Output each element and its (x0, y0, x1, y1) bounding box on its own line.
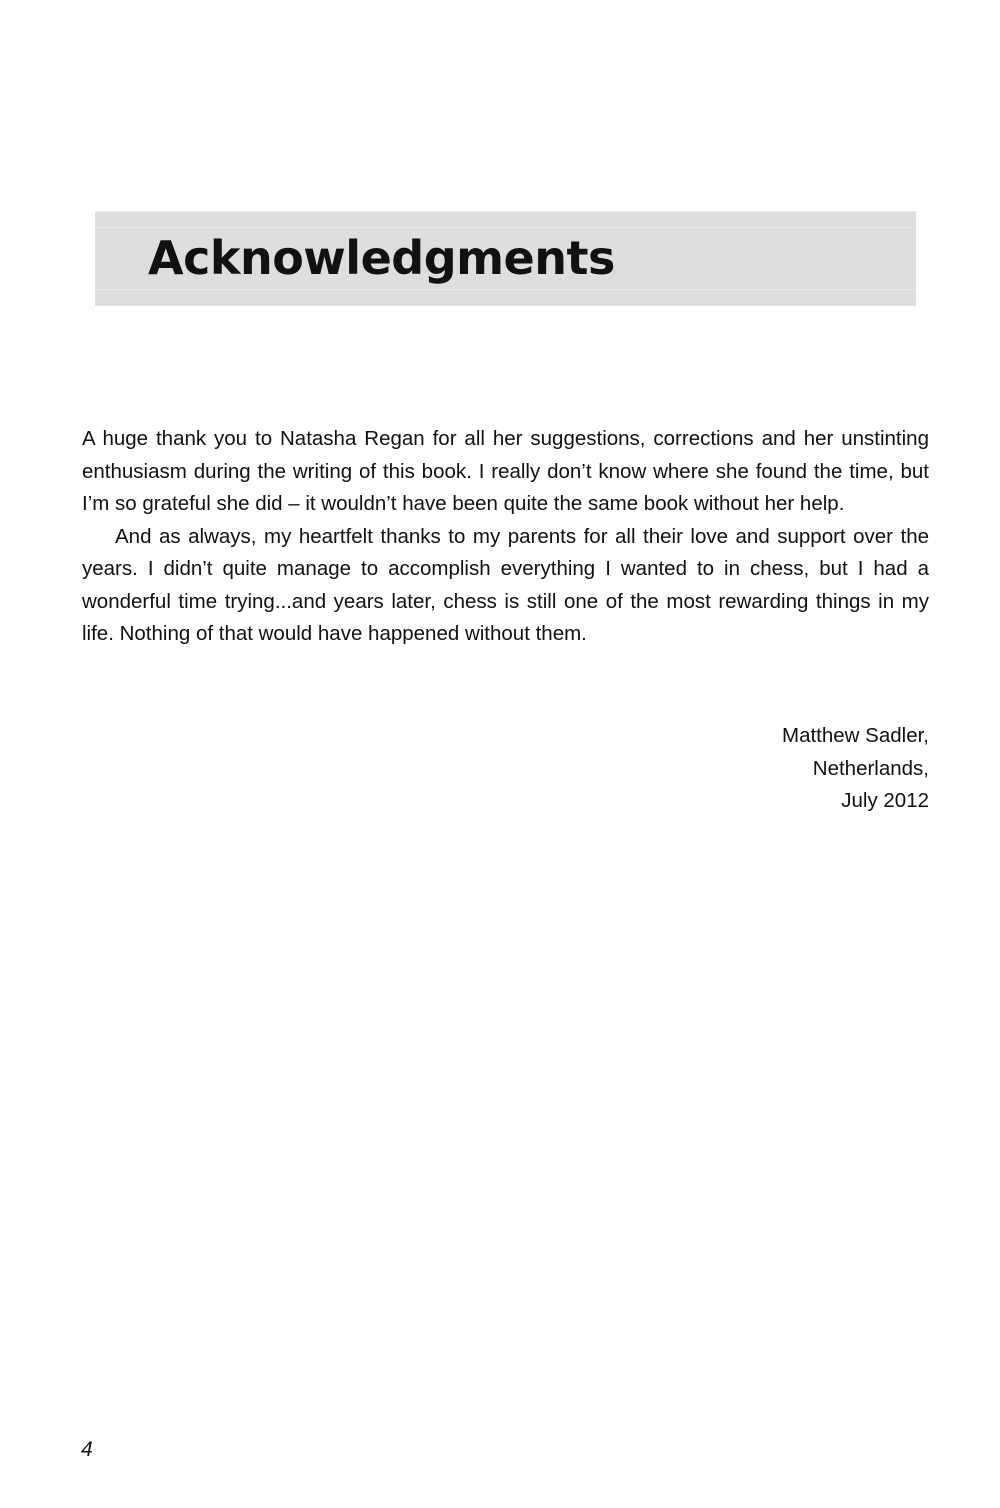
paragraph-2: And as always, my heartfelt thanks to my parents for all their love and support over the years. I didn’t quite manage to accomplish everything I wanted to in chess, but I had a wonderful time trying...and years later, chess is still one of the most rewarding things in my life. Nothing of that would have happened without them. (82, 524, 929, 645)
signature-date: July 2012 (841, 789, 929, 812)
page-title: Acknowledgments (148, 231, 615, 285)
body-text (82, 423, 929, 651)
signature-block (782, 720, 929, 818)
page-number: 4 (81, 1438, 93, 1461)
signature-name: Matthew Sadler, (782, 724, 929, 747)
paragraph-1: A huge thank you to Natasha Regan for all her suggestions, corrections and her unstinting enthusiasm during the writing of this book. I really don’t know where she found the time, but I’m so grateful she did – it wouldn’t have been quite the same book without her help. (82, 427, 929, 515)
signature-place: Netherlands, (812, 756, 929, 780)
